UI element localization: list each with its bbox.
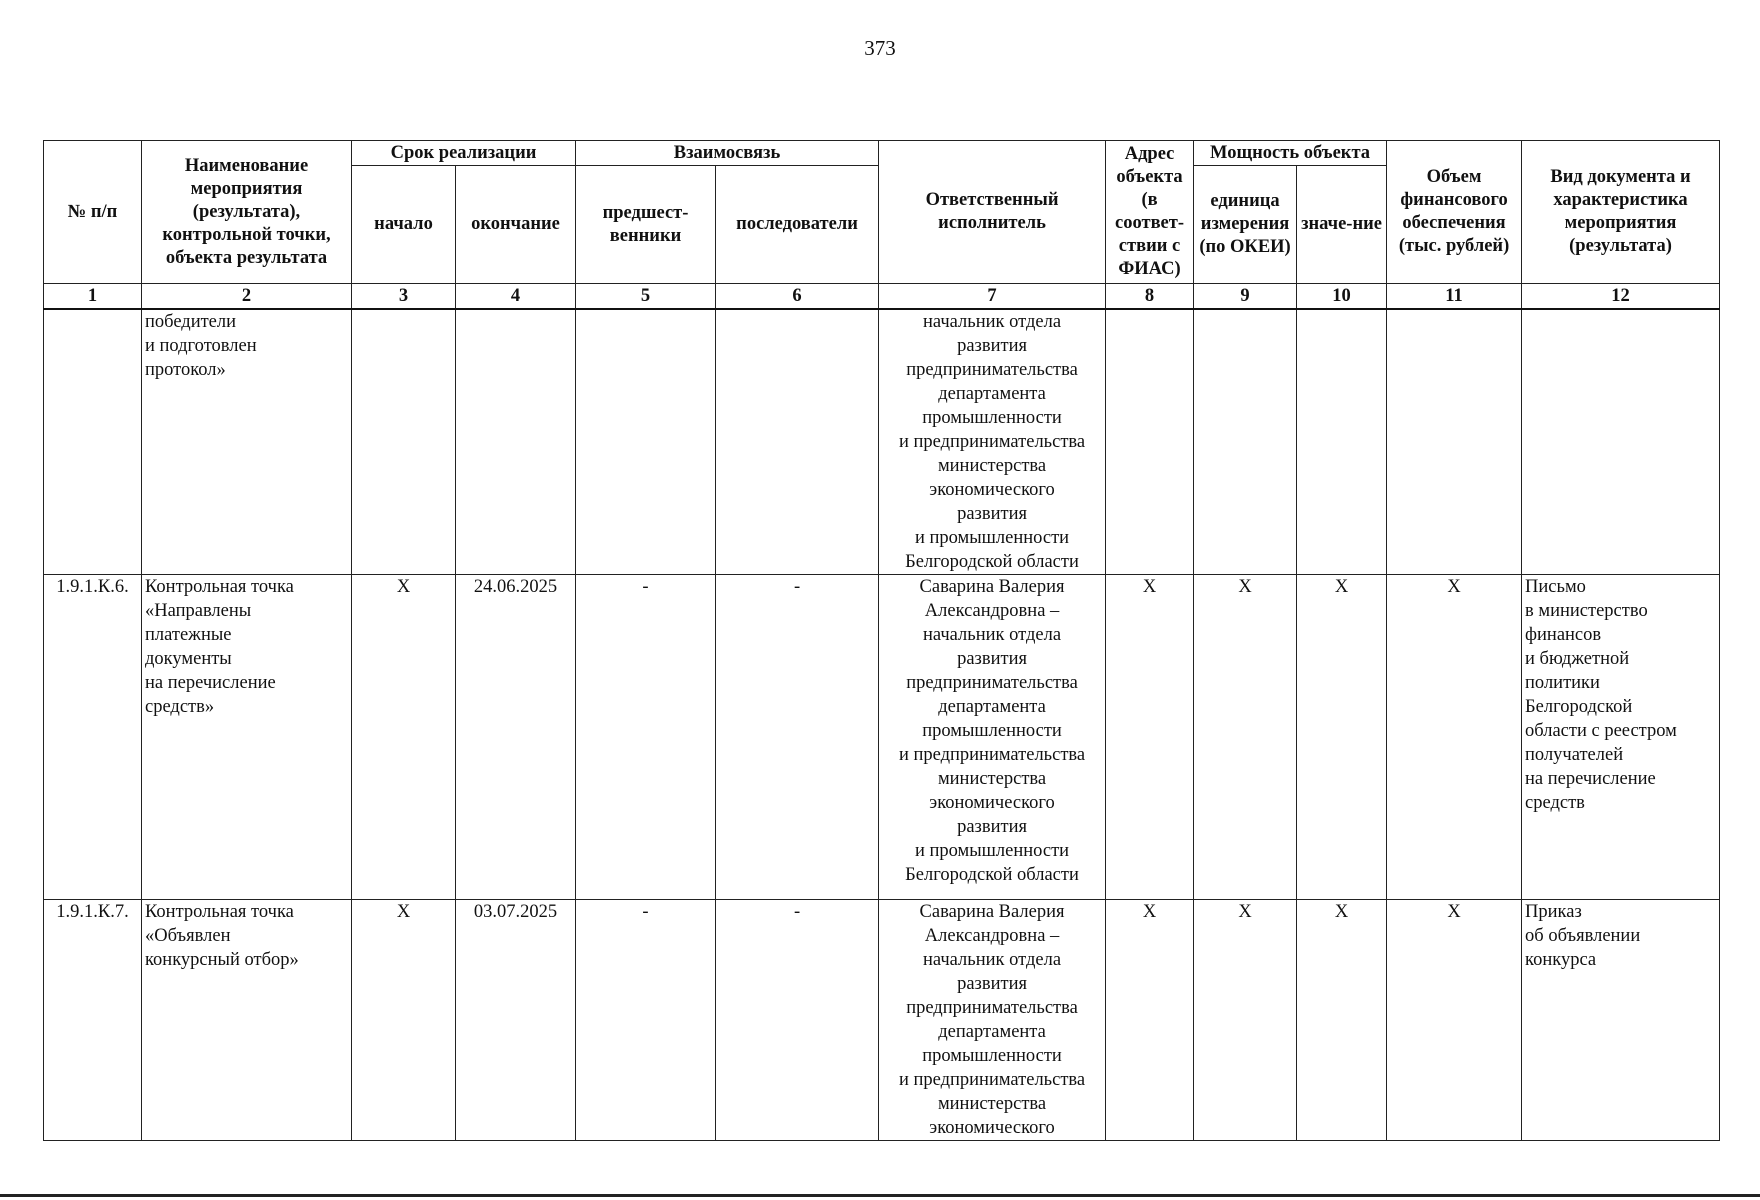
cell-finance: X [1387, 575, 1522, 900]
cell-name: Контрольная точка «Направлены платежные документы на перечисление средств» [142, 575, 352, 900]
header-start: начало [352, 166, 456, 284]
cell-address: X [1106, 900, 1194, 1141]
header-finance: Объем финансового обеспечения (тыс. рублей) [1387, 141, 1522, 284]
header-end: окончание [456, 166, 576, 284]
column-number: 7 [879, 284, 1106, 310]
cell-start [352, 309, 456, 575]
header-followers: последователи [716, 166, 879, 284]
cell-end: 03.07.2025 [456, 900, 576, 1141]
cell-responsible: Саварина Валерия Александровна – начальник отдела развития предпринимательства департамента промышленности и предпринимательства министерства экономического развития и промышленности Белгородской области [879, 575, 1106, 900]
header-name: Наименование мероприятия (результата), контрольной точки, объекта результата [142, 141, 352, 284]
column-number: 11 [1387, 284, 1522, 310]
cell-unit: X [1194, 900, 1297, 1141]
header-address: Адрес объекта (в соответ-ствии с ФИАС) [1106, 141, 1194, 284]
cell-name: победители и подготовлен протокол» [142, 309, 352, 575]
cell-value [1297, 309, 1387, 575]
header-group-capacity: Мощность объекта [1194, 141, 1387, 166]
cell-responsible: начальник отдела развития предпринимательства департамента промышленности и предпринимательства министерства экономического развития и промышленности Белгородской области [879, 309, 1106, 575]
header-responsible: Ответственный исполнитель [879, 141, 1106, 284]
cell-doc [1522, 309, 1720, 575]
cell-address: X [1106, 575, 1194, 900]
column-number: 3 [352, 284, 456, 310]
cell-no: 1.9.1.К.7. [44, 900, 142, 1141]
cell-value: X [1297, 900, 1387, 1141]
cell-start: X [352, 575, 456, 900]
header-no: № п/п [44, 141, 142, 284]
column-number: 6 [716, 284, 879, 310]
cell-unit [1194, 309, 1297, 575]
header-doc: Вид документа и характеристика мероприятия (результата) [1522, 141, 1720, 284]
header-group-relation: Взаимосвязь [576, 141, 879, 166]
header-predecessors: предшест-венники [576, 166, 716, 284]
column-number: 8 [1106, 284, 1194, 310]
table-row [44, 575, 1720, 900]
scan-bottom-edge [0, 1194, 1760, 1197]
table-row [44, 309, 1720, 575]
column-number: 5 [576, 284, 716, 310]
cell-followers: - [716, 575, 879, 900]
column-number: 4 [456, 284, 576, 310]
cell-name: Контрольная точка «Объявлен конкурсный отбор» [142, 900, 352, 1141]
column-number: 1 [44, 284, 142, 310]
cell-followers [716, 309, 879, 575]
cell-start: X [352, 900, 456, 1141]
cell-doc: Письмо в министерство финансов и бюджетной политики Белгородской области с реестром получателей на перечисление средств [1522, 575, 1720, 900]
cell-doc: Приказ об объявлении конкурса [1522, 900, 1720, 1141]
column-number: 10 [1297, 284, 1387, 310]
cell-value: X [1297, 575, 1387, 900]
cell-predecessors: - [576, 900, 716, 1141]
cell-predecessors: - [576, 575, 716, 900]
cell-end [456, 309, 576, 575]
cell-followers: - [716, 900, 879, 1141]
cell-finance: X [1387, 900, 1522, 1141]
header-group-period: Срок реализации [352, 141, 576, 166]
cell-address [1106, 309, 1194, 575]
measures-table [43, 140, 1720, 1141]
column-number: 12 [1522, 284, 1720, 310]
cell-responsible: Саварина Валерия Александровна – начальник отдела развития предпринимательства департамента промышленности и предпринимательства министерства экономического [879, 900, 1106, 1141]
header-unit: единица измерения (по ОКЕИ) [1194, 166, 1297, 284]
page-number: 373 [864, 36, 896, 60]
header-value: значе-ние [1297, 166, 1387, 284]
cell-finance [1387, 309, 1522, 575]
cell-predecessors [576, 309, 716, 575]
cell-unit: X [1194, 575, 1297, 900]
column-number: 2 [142, 284, 352, 310]
cell-no [44, 309, 142, 575]
cell-end: 24.06.2025 [456, 575, 576, 900]
table-row [44, 900, 1720, 1141]
column-number: 9 [1194, 284, 1297, 310]
cell-no: 1.9.1.К.6. [44, 575, 142, 900]
